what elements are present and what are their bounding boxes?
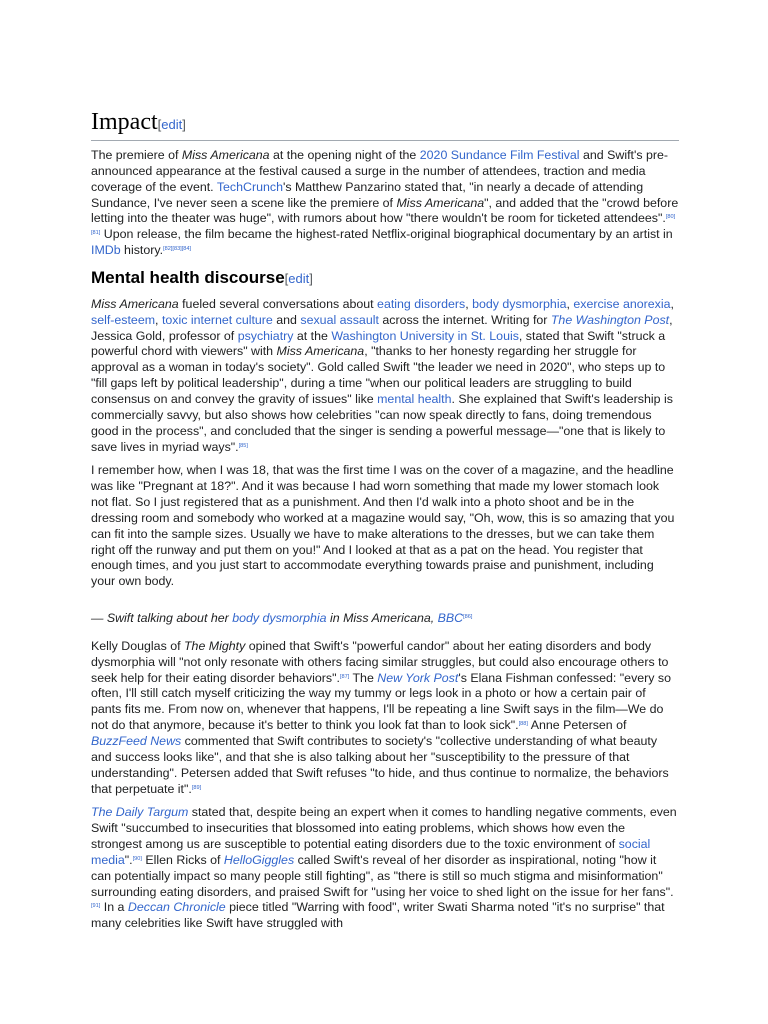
inline-link[interactable]: Deccan Chronicle [127,900,226,915]
section-heading-mental-health [91,267,679,289]
text-run: , [465,296,473,311]
inline-link[interactable]: self-esteem [91,312,156,327]
text-run: across the internet. Writing for [378,312,551,327]
text-run: Anne Petersen of [527,718,627,733]
text-run: , [670,296,674,311]
inline-link[interactable]: BuzzFeed News [91,734,182,748]
italic-text: Miss Americana [181,148,270,162]
italic-text: Miss Americana [396,195,485,210]
text-run: opined that Swift's "powerful candor" about her eating disorders and body dysmorphia will "not only resonate with others facing similar struggles, but could also encourage others to seek help for their eating disorder behaviors". [91,638,669,685]
citation-ref[interactable]: [90] [132,855,142,862]
inline-link[interactable]: 2020 Sundance Film Festival [419,148,580,162]
text-run: I remember how, when I was 18, that was the first time I was on the cover of a magazine, and the headline was like "Pregnant at 18?". And it was because I had worn something that made my lower stomach look not flat. So I just registered that as a punishment. And then I'd walk into a photo shoot and be in the dressing room and somebody who worked at a magazine would say, "Oh, wow, this is so amazing that you can fit into the sample sizes. Usually we have to make alterations to the dresses, but we can take them right off the runway and put them on you!" And I looked at that as a pat on the head. You register that enough times, and you just start to accommodate everything towards praise and punishment, including your own body. [91,463,675,589]
inline-link[interactable]: BBC [437,611,464,626]
inline-link[interactable]: sexual assault [300,312,379,327]
inline-link[interactable]: HelloGiggles [223,852,295,867]
text-run: , "thanks to her honesty regarding her struggle for approval as a woman in today's society". Gold called Swift "the leader we need in 2020", who steps up to "fill gaps left by political leadership", during a time "when our political leaders are struggling to build consensus on and convey the gravity of issues" like [91,344,666,406]
paragraph [91,297,679,455]
citation-ref[interactable]: [87] [339,673,350,680]
inline-link[interactable]: TechCrunch [216,179,283,194]
paragraph [91,805,679,932]
edit-bracket-close: ] [182,117,186,132]
edit-link[interactable]: edit [161,117,183,132]
text-run: The premiere of [91,148,182,162]
inline-link[interactable]: body dysmorphia [232,611,327,626]
inline-link[interactable]: The Washington Post [550,312,670,327]
citation-ref[interactable]: [88] [518,721,528,728]
text-run: , Jessica Gold, professor of [91,312,673,343]
text-run: piece titled "Warring with food", writer Swati Sharma noted "it's no surprise" that many celebrities like Swift have struggled with [91,900,665,931]
text-run: , stated that Swift "struck a powerful chord with viewers" with [91,328,666,359]
edit-bracket-open: [ [157,117,162,132]
inline-link[interactable]: mental health [377,391,452,406]
text-run: and Swift's pre-announced appearance at the festival caused a surge in the number of attendees, traction and media coverage of the event. [91,148,669,194]
inline-link[interactable]: eating disorders [377,296,466,311]
paragraph [91,148,679,259]
text-run: , [566,296,574,311]
text-run: and [272,312,301,327]
citation-ref[interactable]: [86] [463,614,473,621]
citation-ref[interactable]: [85] [238,442,248,449]
inline-link[interactable]: psychiatry [237,328,294,343]
section-heading-impact [91,108,679,141]
italic-text: in Miss Americana, [326,611,438,626]
text-run: Upon release, the film became the highest-rated Netflix-original biographical documentary by an artist in [100,227,673,242]
paragraph [91,639,679,797]
citation-ref[interactable]: [80][81] [91,214,676,237]
section-title: Impact [91,109,158,135]
text-run: . She explained that Swift's leadership is commercially savvy, but also shows how celebrities "can now speak directly to fans, doing tremendous good in the process", and concluded that the singer is sending a powerful message—"one that is likely to save lives in myriad ways". [91,391,673,454]
edit-section-link[interactable] [158,117,186,132]
block-quote [91,463,679,590]
inline-link[interactable]: IMDb [91,243,121,258]
inline-link[interactable]: toxic internet culture [161,312,273,327]
inline-link[interactable]: exercise anorexia [573,296,671,311]
citation-ref[interactable]: [89] [191,784,202,791]
inline-link[interactable]: Washington University in St. Louis [331,328,519,343]
edit-section-link[interactable] [285,271,313,286]
italic-text: — Swift talking about her [91,611,233,626]
text-run: The [349,670,378,685]
italic-text: Miss Americana [276,344,365,359]
text-run: at the opening night of the [269,148,420,162]
edit-bracket-open: [ [284,270,289,286]
text-run: ". [124,852,133,867]
text-run: , [155,312,162,327]
text-run: stated that, despite being an expert when it comes to handling negative comments, even Swift "succumbed to insecurities that blossomed into eating problems, which shows how even the strongest among us are susceptible to potential eating disorders due to the toxic environment of [91,805,677,852]
section-title: Mental health discourse [91,267,285,287]
italic-text: The Mighty [183,638,246,653]
citation-ref[interactable]: [82][83][84] [163,246,192,253]
edit-bracket-close: ] [309,270,313,286]
text-run: history. [120,243,164,258]
text-run: ", and added that the "crowd before letting into the theater was huge", with rumors about how "there wouldn't be room for ticketed attendees". [91,195,679,226]
quote-attribution [91,611,679,627]
text-run: called Swift's reveal of her disorder as inspirational, noting "how it can potentially impact so many people still fighting", as "there is still so much stigma and misinformation" surrounding eating disorders, and praised Swift for "using her voice to shed light on the issue for her fans". [91,852,674,899]
inline-link[interactable]: New York Post [377,670,459,685]
italic-text: Miss Americana [91,296,179,311]
article-body [91,108,679,940]
inline-link[interactable]: body dysmorphia [472,296,567,311]
text-run: fueled several conversations about [178,296,378,311]
edit-link[interactable]: edit [288,270,310,286]
text-run: In a [100,900,128,915]
text-run: Kelly Douglas of [91,638,184,653]
inline-link[interactable]: social media [91,837,651,867]
text-run: commented that Swift contributes to society's "collective understanding of what beauty and success looks like", and that she is also talking about her "susceptibility to the pressure of that understanding". Petersen added that Swift refuses "to hide, and thus continue to normalize, the behaviors that perpetuate it". [91,734,669,796]
text-run: 's Elana Fishman confessed: "every so often, I'll still catch myself criticizing the way my tummy or legs look in a photo or how a certain pair of pants fits me. From now on, whenever that happens, I'll be repeating a line Swift says in the film—We do not do that anymore, because it's better to think you look fat than to look sick". [91,670,672,733]
text-run: 's Matthew Panzarino stated that, "in nearly a decade of attending Sundance, I've never seen a scene like the premiere of [91,179,644,210]
inline-link[interactable]: The Daily Targum [91,805,189,820]
text-run: at the [293,328,332,343]
citation-ref[interactable]: [91] [91,903,101,910]
text-run: Ellen Ricks of [141,852,224,867]
